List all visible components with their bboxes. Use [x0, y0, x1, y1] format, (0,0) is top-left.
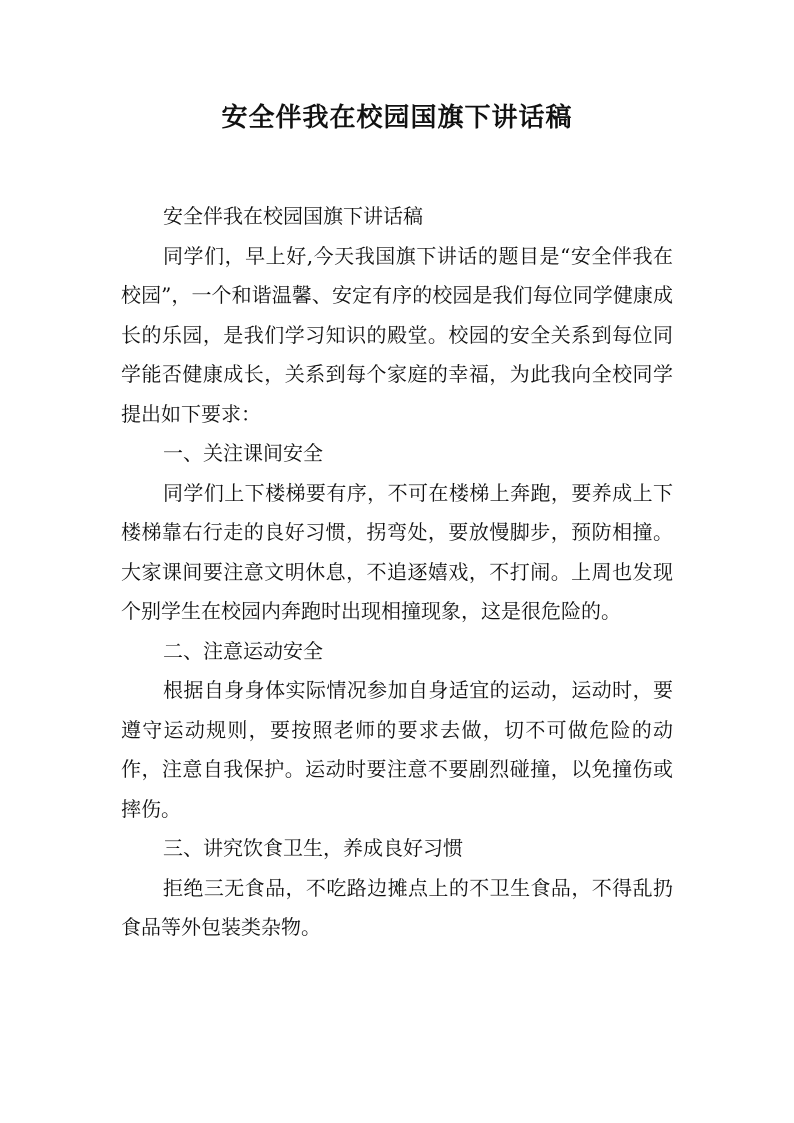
- section-heading-sports-safety: 二、注意运动安全: [163, 638, 323, 663]
- document-body: [121, 197, 673, 948]
- document-title: 安全伴我在校园国旗下讲话稿: [221, 103, 573, 133]
- section-text-class-break-safety: 同学们上下楼梯要有序，不可在楼梯上奔跑，要养成上下楼梯靠右行走的良好习惯，拐弯处，要放慢脚步，预防相撞。大家课间要注意文明休息，不追逐嬉戏，不打闹。上周也发现个别学生在校园内奔跑时出现相撞现象，这是很危险的。: [121, 480, 673, 623]
- document-subtitle: 安全伴我在校园国旗下讲话稿: [163, 204, 423, 228]
- section-text-food-hygiene: 拒绝三无食品，不吃路边摊点上的不卫生食品，不得乱扔食品等外包装类杂物。: [121, 875, 673, 939]
- intro-paragraph: 同学们，早上好,今天我国旗下讲话的题目是“安全伴我在校园”，一个和谐温馨、安定有序的校园是我们每位同学健康成长的乐园，是我们学习知识的殿堂。校园的安全关系到每位同学能否健康成长，关系到每个家庭的幸福，为此我向全校同学提出如下要求：: [121, 243, 673, 426]
- section-heading-class-break-safety: 一、关注课间安全: [163, 441, 323, 465]
- section-heading-food-hygiene: 三、讲究饮食卫生，养成良好习惯: [163, 836, 463, 860]
- section-text-sports-safety: 根据自身身体实际情况参加自身适宜的运动，运动时，要遵守运动规则，要按照老师的要求去做，切不可做危险的动作，注意自我保护。运动时要注意不要剧烈碰撞，以免撞伤或摔伤。: [121, 678, 673, 821]
